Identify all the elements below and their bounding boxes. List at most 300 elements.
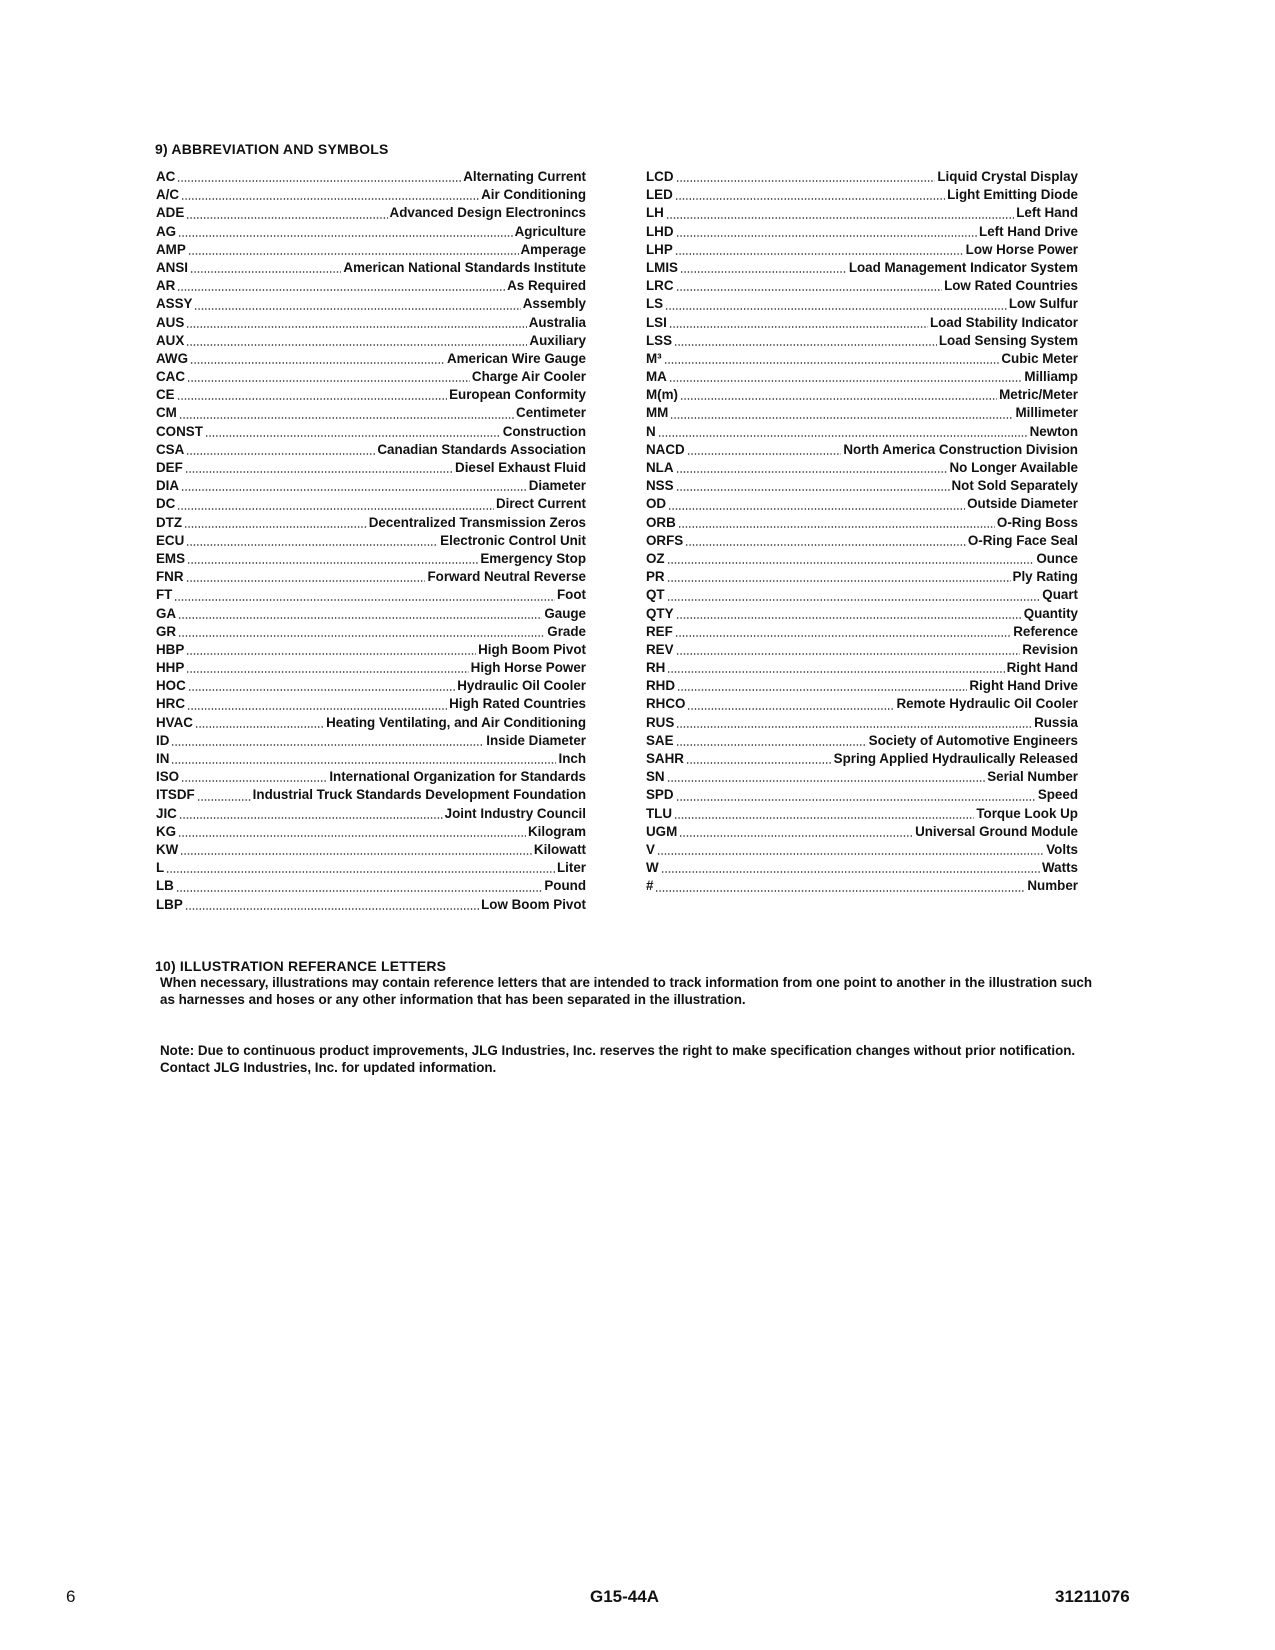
- abbreviation-term: MM: [646, 405, 669, 421]
- abbreviation-row: [156, 441, 586, 459]
- abbreviation-definition: Quart: [1042, 587, 1078, 603]
- abbreviation-term: EMS: [156, 550, 186, 566]
- dot-leader: [667, 562, 1035, 564]
- abbreviation-row: [156, 423, 586, 441]
- abbreviation-term: SN: [646, 769, 665, 785]
- dot-leader: [676, 471, 948, 473]
- abbreviation-definition: Construction: [502, 423, 586, 439]
- abbreviation-term: QTY: [646, 605, 674, 621]
- model-number: G15-44A: [590, 1587, 659, 1606]
- dot-leader: [181, 489, 527, 491]
- abbreviation-term: AUS: [156, 314, 185, 330]
- abbreviation-term: ASSY: [156, 296, 193, 312]
- abbreviation-row: [646, 859, 1078, 877]
- abbreviation-term: RHCO: [646, 696, 686, 712]
- abbreviation-term: LH: [646, 205, 664, 221]
- abbreviation-definition: Electronic Control Unit: [440, 532, 586, 548]
- abbreviation-row: [156, 295, 586, 313]
- abbreviation-term: MA: [646, 369, 667, 385]
- abbreviation-row: [156, 477, 586, 495]
- abbreviation-definition: Australia: [528, 314, 586, 330]
- abbreviation-row: [156, 241, 586, 259]
- abbreviation-row: [646, 423, 1078, 441]
- abbreviation-definition: No Longer Available: [949, 460, 1078, 475]
- abbreviation-term: ISO: [156, 769, 180, 785]
- abbreviation-row: [156, 641, 586, 659]
- dot-leader: [679, 835, 913, 837]
- abbreviation-term: LHP: [646, 241, 673, 257]
- abbreviation-row: [156, 823, 586, 841]
- abbreviation-definition: Assembly: [522, 296, 586, 312]
- abbreviation-term: UGM: [646, 823, 678, 839]
- dot-leader: [195, 726, 324, 728]
- abbreviation-definition: Heating Ventilating, and Air Conditioning: [326, 714, 586, 730]
- abbreviation-definition: Load Sensing System: [938, 332, 1078, 348]
- dot-leader: [668, 508, 965, 510]
- dot-leader: [685, 544, 966, 546]
- dot-leader: [176, 890, 542, 892]
- abbreviation-row: [646, 586, 1078, 604]
- dot-leader: [667, 671, 1004, 673]
- abbreviation-definition: Society of Automotive Engineers: [868, 732, 1078, 748]
- dot-leader: [184, 526, 367, 528]
- abbreviation-row: [156, 750, 586, 768]
- abbreviation-term: DTZ: [156, 514, 183, 530]
- dot-leader: [664, 362, 1000, 364]
- abbreviation-definition: Metric/Meter: [999, 387, 1078, 403]
- abbreviation-definition: Cubic Meter: [1001, 350, 1078, 366]
- abbreviation-term: KG: [156, 823, 177, 839]
- abbreviation-row: [156, 659, 586, 677]
- dot-leader: [669, 326, 928, 328]
- dot-leader: [197, 799, 251, 801]
- abbreviation-definition: North America Construction Division: [843, 441, 1078, 457]
- abbreviation-definition: Ply Rating: [1012, 569, 1078, 585]
- abbreviation-definition: Load Stability Indicator: [929, 314, 1078, 330]
- abbreviation-definition: As Required: [507, 278, 586, 294]
- dot-leader: [171, 762, 556, 764]
- dot-leader: [676, 235, 978, 237]
- dot-leader: [674, 817, 974, 819]
- dot-leader: [657, 853, 1044, 855]
- dot-leader: [178, 617, 542, 619]
- abbreviation-row: [156, 459, 586, 477]
- abbreviation-row: [156, 532, 586, 550]
- abbreviation-row: [156, 841, 586, 859]
- abbreviation-term: SAE: [646, 732, 674, 748]
- abbreviation-term: SPD: [646, 787, 674, 803]
- abbreviation-row: [156, 805, 586, 823]
- abbreviation-definition: Serial Number: [987, 769, 1078, 785]
- abbreviation-row: [646, 768, 1078, 786]
- abbreviation-definition: Speed: [1037, 787, 1078, 803]
- abbreviation-definition: Low Sulfur: [1008, 296, 1078, 312]
- abbreviation-definition: Spring Applied Hydraulically Released: [833, 751, 1078, 766]
- dot-leader: [686, 762, 832, 764]
- abbreviation-term: L: [156, 860, 165, 876]
- abbreviation-term: #: [646, 878, 654, 894]
- abbreviation-definition: Gauge: [544, 605, 586, 621]
- abbreviation-term: LSS: [646, 332, 673, 348]
- abbreviation-row: [156, 550, 586, 568]
- abbreviation-term: AG: [156, 223, 177, 239]
- abbreviation-row: [646, 805, 1078, 823]
- abbreviation-definition: Number: [1027, 878, 1078, 894]
- abbreviation-row: [646, 495, 1078, 513]
- abbreviation-definition: Amperage: [520, 241, 586, 257]
- dot-leader: [667, 780, 986, 782]
- abbreviation-definition: Volts: [1046, 841, 1078, 857]
- abbreviation-definition: Pound: [544, 878, 586, 894]
- abbreviation-term: V: [646, 841, 655, 857]
- dot-leader: [186, 580, 426, 582]
- abbreviation-term: ADE: [156, 205, 185, 221]
- abbreviation-row: [646, 732, 1078, 750]
- abbreviation-term: DC: [156, 496, 176, 512]
- dot-leader: [687, 453, 842, 455]
- abbreviation-row: [156, 368, 586, 386]
- abbreviation-row: [156, 259, 586, 277]
- abbreviation-row: [646, 514, 1078, 532]
- dot-leader: [687, 708, 894, 710]
- abbreviation-row: [646, 786, 1078, 804]
- abbreviation-row: [646, 277, 1078, 295]
- abbreviation-row: [156, 350, 586, 368]
- dot-leader: [676, 653, 1021, 655]
- abbreviation-row: [646, 659, 1078, 677]
- dot-leader: [177, 180, 461, 182]
- abbreviation-definition: Reference: [1013, 623, 1078, 639]
- abbreviation-row: [646, 677, 1078, 695]
- dot-leader: [179, 417, 514, 419]
- abbreviation-definition: Right Hand: [1006, 660, 1078, 676]
- section-heading-abbreviations: 9) ABBREVIATION AND SYMBOLS: [155, 141, 389, 157]
- dot-leader: [680, 271, 847, 273]
- abbreviation-term: LMIS: [646, 259, 678, 275]
- dot-leader: [676, 617, 1022, 619]
- abbreviation-term: LED: [646, 187, 673, 203]
- abbreviation-definition: Canadian Standards Association: [377, 441, 586, 457]
- dot-leader: [188, 689, 456, 691]
- abbreviation-term: LHD: [646, 223, 674, 239]
- abbreviation-term: REF: [646, 623, 673, 639]
- dot-leader: [675, 635, 1011, 637]
- abbreviation-term: ID: [156, 732, 170, 748]
- abbreviation-definition: Forward Neutral Reverse: [427, 569, 586, 585]
- abbreviation-definition: Ounce: [1036, 550, 1078, 566]
- dot-leader: [178, 235, 512, 237]
- abbreviation-row: [156, 786, 586, 804]
- abbreviation-definition: Low Rated Countries: [944, 278, 1078, 294]
- abbreviation-row: [646, 823, 1078, 841]
- dot-leader: [675, 198, 945, 200]
- dot-leader: [665, 308, 1007, 310]
- abbreviation-row: [646, 550, 1078, 568]
- abbreviation-term: M(m): [646, 387, 678, 403]
- abbreviation-row: [156, 314, 586, 332]
- dot-leader: [185, 471, 453, 473]
- abbreviation-row: [156, 732, 586, 750]
- abbreviation-term: N: [646, 423, 656, 439]
- abbreviation-definition: Kilogram: [527, 823, 586, 839]
- abbreviation-row: [646, 623, 1078, 641]
- abbreviation-term: AUX: [156, 332, 185, 348]
- abbreviation-row: [646, 259, 1078, 277]
- abbreviation-row: [156, 623, 586, 641]
- note-paragraph: Note: Due to continuous product improvements, JLG Industries, Inc. reserves the right to make specification changes without prior notification. Contact JLG Industries, Inc. for updated information.: [160, 1043, 1076, 1075]
- abbreviation-term: OD: [646, 496, 667, 512]
- abbreviation-row: [646, 605, 1078, 623]
- abbreviation-row: [156, 204, 586, 222]
- abbreviation-term: HBP: [156, 641, 185, 657]
- abbreviation-term: RH: [646, 660, 666, 676]
- abbreviation-definition: Load Management Indicator System: [848, 259, 1078, 275]
- abbreviation-row: [646, 568, 1078, 586]
- abbreviation-definition: American National Standards Institute: [343, 259, 586, 275]
- abbreviation-term: LBP: [156, 896, 183, 912]
- abbreviation-definition: Foot: [557, 587, 586, 603]
- abbreviation-definition: Torque Look Up: [976, 805, 1078, 821]
- abbreviation-row: [646, 404, 1078, 422]
- abbreviation-row: [646, 441, 1078, 459]
- dot-leader: [677, 689, 967, 691]
- abbreviation-definition: Left Hand Drive: [979, 223, 1078, 239]
- abbreviation-definition: Revision: [1022, 641, 1078, 657]
- abbreviation-row: [156, 768, 586, 786]
- abbreviation-row: [156, 859, 586, 877]
- abbreviation-term: SAHR: [646, 751, 684, 766]
- abbreviation-definition: High Boom Pivot: [478, 641, 586, 657]
- abbreviation-row: [156, 877, 586, 895]
- abbreviation-row: [156, 186, 586, 204]
- abbreviation-definition: Kilowatt: [533, 841, 586, 857]
- abbreviation-definition: Remote Hydraulic Oil Cooler: [896, 696, 1078, 712]
- dot-leader: [181, 780, 327, 782]
- abbreviation-term: ECU: [156, 532, 185, 548]
- abbreviation-definition: International Organization for Standards: [329, 769, 586, 785]
- abbreviation-term: RHD: [646, 678, 676, 694]
- abbreviation-row: [646, 386, 1078, 404]
- abbreviation-definition: Newton: [1029, 423, 1078, 439]
- abbreviation-term: FNR: [156, 569, 184, 585]
- abbreviation-row: [646, 714, 1078, 732]
- abbreviation-row: [646, 532, 1078, 550]
- dot-leader: [676, 489, 950, 491]
- abbreviation-definition: Universal Ground Module: [915, 823, 1078, 839]
- dot-leader: [186, 217, 387, 219]
- dot-leader: [186, 326, 526, 328]
- dot-leader: [181, 198, 479, 200]
- abbreviation-definition: Quantity: [1023, 605, 1078, 621]
- dot-leader: [205, 435, 501, 437]
- abbreviation-definition: European Conformity: [449, 387, 586, 403]
- dot-leader: [186, 544, 438, 546]
- dot-leader: [166, 871, 555, 873]
- abbreviation-row: [646, 168, 1078, 186]
- abbreviation-row: [646, 459, 1078, 477]
- abbreviation-term: KW: [156, 841, 179, 857]
- abbreviation-term: NACD: [646, 441, 685, 457]
- abbreviation-term: REV: [646, 641, 674, 657]
- abbreviation-term: W: [646, 860, 659, 876]
- abbreviation-term: CAC: [156, 369, 186, 385]
- abbreviation-definition: Centimeter: [516, 405, 586, 421]
- abbreviation-term: QT: [646, 587, 665, 603]
- abbreviation-definition: Joint Industry Council: [444, 805, 586, 821]
- dot-leader: [186, 344, 527, 346]
- dot-leader: [669, 380, 1023, 382]
- abbreviation-definition: Decentralized Transmission Zeros: [368, 514, 586, 530]
- abbreviation-term: LCD: [646, 169, 674, 184]
- dot-leader: [188, 253, 519, 255]
- abbreviation-row: [156, 495, 586, 513]
- abbreviation-row: [156, 223, 586, 241]
- abbreviation-row: [646, 350, 1078, 368]
- abbreviation-definition: Russia: [1034, 714, 1078, 730]
- abbreviation-row: [646, 641, 1078, 659]
- dot-leader: [676, 799, 1036, 801]
- dot-leader: [676, 180, 936, 182]
- abbreviation-definition: Air Conditioning: [481, 187, 586, 203]
- abbreviation-term: JIC: [156, 805, 177, 821]
- dot-leader: [186, 453, 375, 455]
- abbreviation-term: CM: [156, 405, 177, 421]
- illustration-paragraph: When necessary, illustrations may contain reference letters that are intended to track information from one point to another in the illustration such as harnesses and hoses or any other information that has been separated in the illustration.: [160, 975, 1093, 1007]
- dot-leader: [658, 435, 1028, 437]
- abbreviation-row: [156, 714, 586, 732]
- abbreviation-definition: Agriculture: [514, 223, 586, 239]
- abbreviation-row: [646, 368, 1078, 386]
- abbreviation-definition: Milliamp: [1024, 369, 1078, 385]
- abbreviation-term: LB: [156, 878, 174, 894]
- dot-leader: [194, 308, 520, 310]
- dot-leader: [187, 380, 470, 382]
- dot-leader: [676, 289, 943, 291]
- dot-leader: [190, 271, 341, 273]
- abbreviation-term: CONST: [156, 423, 203, 439]
- abbreviation-list-right: [646, 168, 1078, 896]
- dot-leader: [174, 599, 555, 601]
- abbreviation-row: [646, 223, 1078, 241]
- abbreviation-term: ORFS: [646, 532, 684, 548]
- dot-leader: [674, 344, 937, 346]
- abbreviation-term: AC: [156, 169, 176, 184]
- dot-leader: [177, 398, 448, 400]
- abbreviation-list-left: [156, 168, 586, 914]
- dot-leader: [670, 417, 1013, 419]
- abbreviation-term: CSA: [156, 441, 185, 457]
- abbreviation-term: RUS: [646, 714, 675, 730]
- abbreviation-row: [646, 750, 1078, 768]
- abbreviation-term: PR: [646, 569, 665, 585]
- abbreviation-term: AMP: [156, 241, 186, 257]
- abbreviation-row: [156, 514, 586, 532]
- dot-leader: [666, 217, 1014, 219]
- dot-leader: [187, 708, 447, 710]
- page-number: 6: [66, 1587, 76, 1606]
- abbreviation-row: [156, 586, 586, 604]
- abbreviation-definition: O-Ring Face Seal: [967, 532, 1078, 548]
- abbreviation-row: [646, 295, 1078, 313]
- dot-leader: [661, 871, 1040, 873]
- dot-leader: [667, 580, 1011, 582]
- section-heading-illustration: 10) ILLUSTRATION REFERANCE LETTERS: [155, 958, 447, 974]
- abbreviation-definition: Alternating Current: [463, 169, 586, 184]
- abbreviation-definition: Right Hand Drive: [969, 678, 1078, 694]
- abbreviation-row: [646, 877, 1078, 895]
- abbreviation-row: [156, 677, 586, 695]
- dot-leader: [190, 362, 445, 364]
- abbreviation-term: LS: [646, 296, 664, 312]
- abbreviation-term: LSI: [646, 314, 667, 330]
- abbreviation-term: DIA: [156, 478, 180, 494]
- abbreviation-definition: Charge Air Cooler: [471, 369, 586, 385]
- abbreviation-definition: High Rated Countries: [449, 696, 586, 712]
- dot-leader: [678, 526, 995, 528]
- abbreviation-term: LRC: [646, 278, 674, 294]
- abbreviation-row: [646, 186, 1078, 204]
- abbreviation-term: FT: [156, 587, 173, 603]
- abbreviation-term: HHP: [156, 660, 185, 676]
- dot-leader: [180, 853, 532, 855]
- abbreviation-row: [646, 695, 1078, 713]
- abbreviation-row: [156, 568, 586, 586]
- abbreviation-term: ANSI: [156, 259, 188, 275]
- abbreviation-term: ITSDF: [156, 787, 195, 803]
- abbreviation-row: [156, 695, 586, 713]
- abbreviation-term: NLA: [646, 460, 674, 475]
- abbreviation-term: ORB: [646, 514, 676, 530]
- abbreviation-row: [646, 204, 1078, 222]
- abbreviation-definition: Liter: [556, 860, 586, 876]
- dot-leader: [675, 253, 964, 255]
- abbreviation-row: [156, 277, 586, 295]
- abbreviation-definition: Emergency Stop: [480, 550, 586, 566]
- abbreviation-definition: Left Hand: [1016, 205, 1078, 221]
- abbreviation-row: [646, 477, 1078, 495]
- dot-leader: [177, 289, 505, 291]
- dot-leader: [171, 744, 484, 746]
- abbreviation-definition: Advanced Design Electronincs: [389, 205, 586, 221]
- abbreviation-definition: Grade: [547, 623, 586, 639]
- abbreviation-row: [646, 314, 1078, 332]
- abbreviation-term: DEF: [156, 460, 183, 475]
- dot-leader: [680, 398, 997, 400]
- abbreviation-definition: Millimeter: [1015, 405, 1078, 421]
- abbreviation-row: [156, 404, 586, 422]
- dot-leader: [186, 671, 468, 673]
- abbreviation-definition: Auxiliary: [529, 332, 586, 348]
- abbreviation-row: [156, 896, 586, 914]
- abbreviation-row: [156, 386, 586, 404]
- abbreviation-term: GA: [156, 605, 177, 621]
- abbreviation-definition: American Wire Gauge: [446, 350, 586, 366]
- abbreviation-term: A/C: [156, 187, 180, 203]
- abbreviation-definition: Diesel Exhaust Fluid: [455, 460, 586, 475]
- dot-leader: [179, 817, 443, 819]
- abbreviation-term: IN: [156, 751, 170, 766]
- abbreviation-definition: Hydraulic Oil Cooler: [457, 678, 586, 694]
- abbreviation-definition: Low Boom Pivot: [481, 896, 586, 912]
- dot-leader: [186, 653, 476, 655]
- abbreviation-term: OZ: [646, 550, 665, 566]
- dot-leader: [178, 635, 545, 637]
- abbreviation-term: AR: [156, 278, 176, 294]
- abbreviation-definition: Industrial Truck Standards Development Foundation: [252, 787, 586, 803]
- abbreviation-row: [646, 332, 1078, 350]
- dot-leader: [655, 890, 1025, 892]
- abbreviation-definition: Inch: [558, 751, 586, 766]
